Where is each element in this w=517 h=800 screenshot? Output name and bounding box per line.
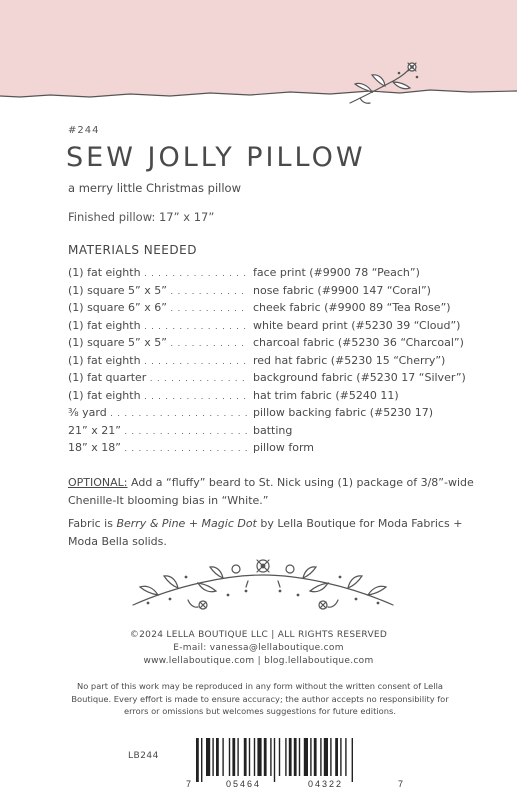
material-description: hat trim fabric (#5240 11) [253,388,399,402]
barcode-bars [196,738,353,782]
barcode-bar [324,738,328,776]
barcode-bar [299,738,300,776]
barcode-bar [257,738,261,776]
material-description: pillow backing fabric (#5230 17) [253,406,434,419]
barcode-bar [201,738,202,782]
materials-row [68,319,488,337]
material-quantity: (1) square 5” x 5” . . . [68,284,248,297]
barcode-bar [232,738,235,776]
materials-row [68,336,488,354]
barcode-bar [340,738,341,776]
barcode-bar [229,738,230,776]
barcode-bar [285,738,286,776]
optional-note [68,474,488,510]
material-quantity: 18” x 18” . . . [68,441,248,454]
material-quantity: (1) square 6” x 6” . . . [68,301,248,314]
upc-barcode [184,738,406,790]
barcode-digit-group: 04322 [308,779,344,789]
materials-row [68,371,488,389]
barcode-digit: 7 [398,779,404,789]
fabric-note [68,515,488,551]
material-description: nose fabric (#9900 147 “Coral”) [253,283,431,297]
material-quantity: (1) fat eighth . . . [68,354,248,367]
optional-label: OPTIONAL: [68,476,128,489]
disclaimer: No part of this work may be reproduced in any form without the written consent of Lella Boutique. Every effort is made to ensure accuracy; the author accepts no responsibility for errors or omissions but welcomes suggestions for future editions. [71,681,449,716]
sku-label: LB244 [128,751,159,761]
barcode-bar [279,738,280,776]
barcode-bar [206,738,210,776]
floral-garland-icon [128,555,398,617]
materials-row [68,441,488,459]
barcode-bar [254,738,255,776]
pink-torn-paper-band [0,0,517,97]
material-quantity: (1) fat quarter . . . [68,371,248,384]
barcode-digit: 7 [186,779,192,789]
collection-name: Magic Dot [201,517,257,530]
material-description: red hat fabric (#5230 15 “Cherry”) [253,353,446,367]
copyright-line: ©2024 LELLA BOUTIQUE LLC | ALL RIGHTS RESERVED [129,630,388,640]
header-banner [0,0,517,104]
material-quantity: (1) fat eighth . . . [68,266,248,279]
website-links: www.lellaboutique.com | blog.lellaboutique.com [143,656,374,666]
materials-row [68,266,488,284]
barcode-bar [345,738,346,776]
page-title: SEW JOLLY PILLOW [66,142,366,173]
barcode-bar [314,738,317,776]
barcode-bar [294,738,297,776]
collection-name: Berry & Pine [116,517,186,530]
material-quantity: (1) fat eighth . . . [68,389,248,402]
materials-row [68,301,488,319]
materials-row [68,354,488,372]
barcode-bar [335,738,338,776]
material-description: background fabric (#5230 17 “Silver”) [253,371,466,384]
barcode-bar [320,738,321,776]
material-quantity: (1) fat eighth . . . [68,319,248,332]
material-description: pillow form [253,441,315,454]
barcode-bar [249,738,250,776]
barcode-bar [289,738,292,776]
materials-heading: MATERIALS NEEDED [68,243,197,257]
material-description: batting [253,423,293,437]
fabric-note-prefix: Fabric is [68,517,117,530]
materials-row [68,424,488,442]
finished-size: Finished pillow: 17” x 17” [68,210,215,224]
contact-email: E-mail: vanessa@lellaboutique.com [173,643,344,653]
material-description: face print (#9900 78 “Peach”) [253,266,420,279]
barcode-bar [310,738,311,776]
subtitle: a merry little Christmas pillow [68,181,241,195]
optional-text: Add a “fluffy” beard to St. Nick using (1) package of 3/8”-wide Chenille-It blooming bias in “White.” [68,476,474,507]
material-description: cheek fabric (#9900 89 “Tea Rose”) [253,301,451,314]
barcode-bar [222,738,223,776]
barcode-bar [237,738,238,776]
material-description: charcoal fabric (#5230 36 “Charcoal”) [253,336,464,349]
materials-list [68,266,488,459]
material-quantity: 21” x 21” . . . [68,424,248,437]
barcode-bar [274,738,275,782]
pattern-number: #244 [68,125,100,136]
fabric-note-join: + [185,517,202,530]
material-description: white beard print (#5230 39 “Cloud”) [253,318,461,332]
barcode-bar [270,738,271,776]
barcode-bar [352,738,353,782]
materials-row [68,284,488,302]
barcode-digit-group: 05464 [226,779,262,789]
barcode-bar [264,738,267,776]
barcode-bar [212,738,213,776]
barcode-bar [216,738,219,776]
materials-row [68,406,488,424]
barcode-bar [304,738,308,776]
material-quantity: (1) square 5” x 5” . . . [68,336,248,349]
fabric-note-suffix: by Lella Boutique for Moda Fabrics + Moda Bella solids. [68,517,463,548]
materials-row [68,389,488,407]
barcode-bar [330,738,331,776]
barcode-bar [196,738,199,782]
barcode-bar [244,738,247,776]
material-quantity: ⅜ yard . . . [68,406,248,419]
